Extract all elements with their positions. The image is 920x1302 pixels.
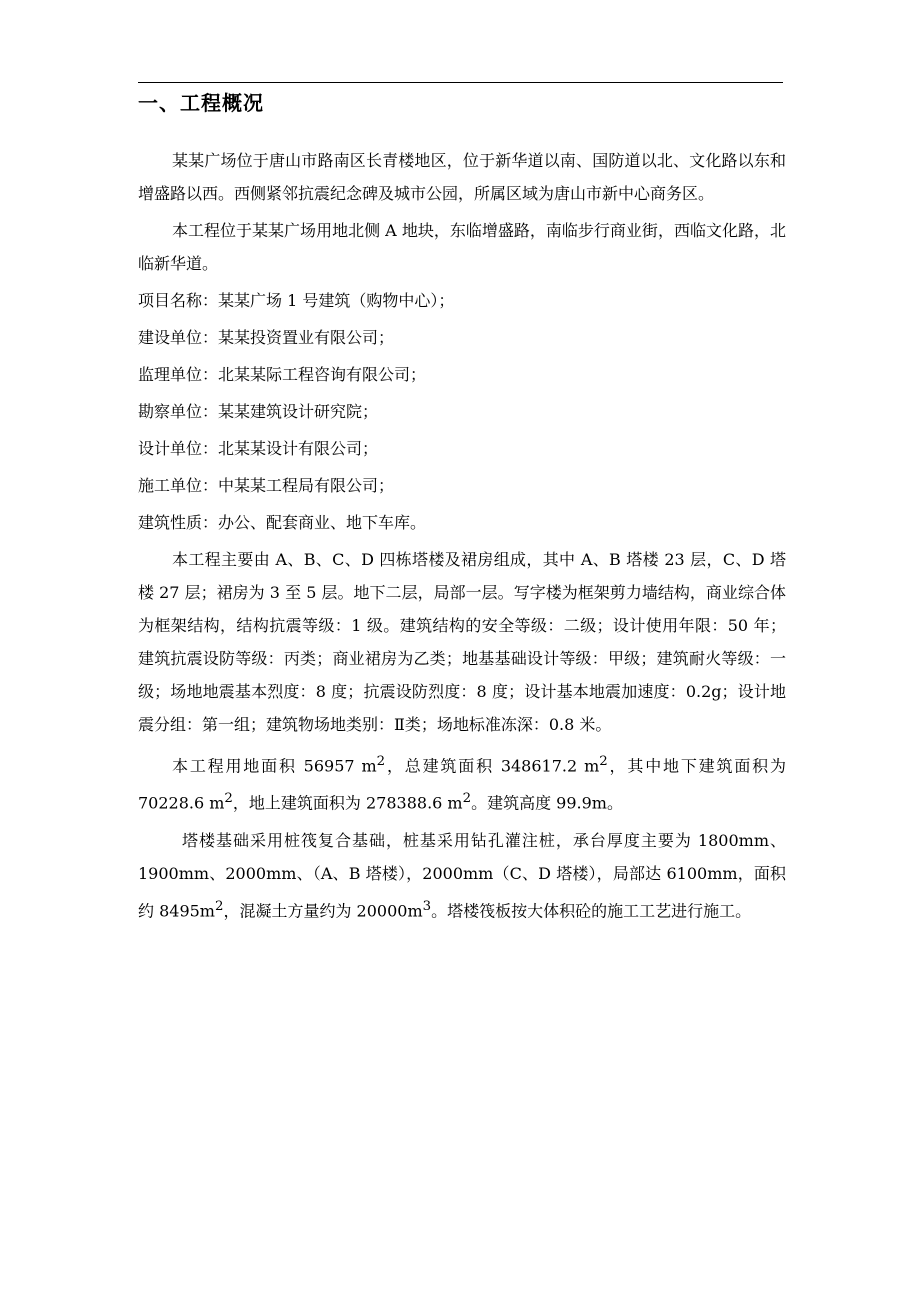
- info-label: 勘察单位：: [138, 402, 219, 421]
- paragraph-structure: 本工程主要由 A、B、C、D 四栋塔楼及裙房组成，其中 A、B 塔楼 23 层，C、D 塔楼 27 层；裙房为 3 至 5 层。地下二层，局部一层。写字楼为框架剪力墙结构，商业综合体为框架结构，结构抗震等级：1 级。建筑结构的安全等级：二级；设计使用年限：50 年；建筑抗震设防等级：丙类；商业裙房为乙类；地基基础设计等级：甲级；建筑耐火等级：一级；场地地震基本烈度：8 度；抗震设防烈度：8 度；设计基本地震加速度：0.2g；设计地震分组：第一组；建筑物场地类别：Ⅱ类；场地标准冻深：0.8 米。: [138, 550, 786, 734]
- info-value: 某某建筑设计研究院；: [218, 402, 379, 421]
- info-contractor: [138, 469, 786, 502]
- area-text-2: ，总建筑面积 348617.2 m: [385, 756, 600, 776]
- section-body: [138, 144, 786, 931]
- info-value: 中某某工程局有限公司；: [218, 476, 395, 495]
- paragraph-area: [138, 745, 786, 820]
- paragraph-site: 本工程位于某某广场用地北侧 A 地块，东临增盛路，南临步行商业街，西临文化路，北临新华道。: [138, 221, 786, 273]
- foundation-sup-1: 2: [214, 898, 224, 914]
- area-text-1: 本工程用地面积 56957 m: [172, 756, 377, 776]
- info-value: 北某某际工程咨询有限公司；: [218, 365, 427, 384]
- info-value: 某某投资置业有限公司；: [218, 328, 395, 347]
- info-label: 建设单位：: [138, 328, 219, 347]
- info-label: 施工单位：: [138, 476, 219, 495]
- info-designer: [138, 432, 786, 465]
- info-building-use: [138, 506, 786, 539]
- foundation-text-3: 。塔楼筏板按大体积砼的施工工艺进行施工。: [431, 900, 752, 920]
- info-label: 监理单位：: [138, 365, 219, 384]
- info-label: 项目名称：: [138, 291, 219, 310]
- foundation-sup-2: 3: [422, 898, 432, 914]
- area-sup-4: 2: [462, 791, 472, 807]
- info-supervisor: [138, 358, 786, 391]
- foundation-text-2: ，混凝土方量约为 20000m: [223, 900, 423, 920]
- area-text-3: ，其中地下建筑面积为 70228.6 m: [138, 756, 786, 813]
- area-sup-1: 2: [376, 754, 386, 769]
- info-value: 北某某设计有限公司；: [218, 439, 379, 458]
- area-text-4: ，地上建筑面积为 278388.6 m: [232, 793, 463, 813]
- info-value: 办公、配套商业、地下车库。: [218, 513, 427, 532]
- paragraph-foundation: [138, 824, 786, 927]
- header-rule: [138, 82, 783, 83]
- info-label: 设计单位：: [138, 439, 219, 458]
- info-project-name: [138, 284, 786, 317]
- paragraph-location: 某某广场位于唐山市路南区长青楼地区，位于新华道以南、国防道以北、文化路以东和增盛路以西。西侧紧邻抗震纪念碑及城市公园，所属区域为唐山市新中心商务区。: [138, 151, 786, 203]
- info-developer: [138, 321, 786, 354]
- section-heading: 一、工程概况: [138, 91, 264, 115]
- info-label: 建筑性质：: [138, 513, 219, 532]
- foundation-text-1: 塔楼基础采用桩筏复合基础，桩基采用钻孔灌注桩，承台厚度主要为 1800mm、1900mm、2000mm、（A、B 塔楼），2000mm（C、D 塔楼），局部达 6100mm，面积约 8495m: [138, 830, 786, 920]
- info-survey: [138, 395, 786, 428]
- area-sup-2: 2: [599, 754, 608, 769]
- area-text-5: 。建筑高度 99.9m。: [471, 793, 623, 813]
- info-value: 某某广场 1 号建筑（购物中心）；: [218, 291, 455, 310]
- area-sup-3: 2: [224, 791, 233, 807]
